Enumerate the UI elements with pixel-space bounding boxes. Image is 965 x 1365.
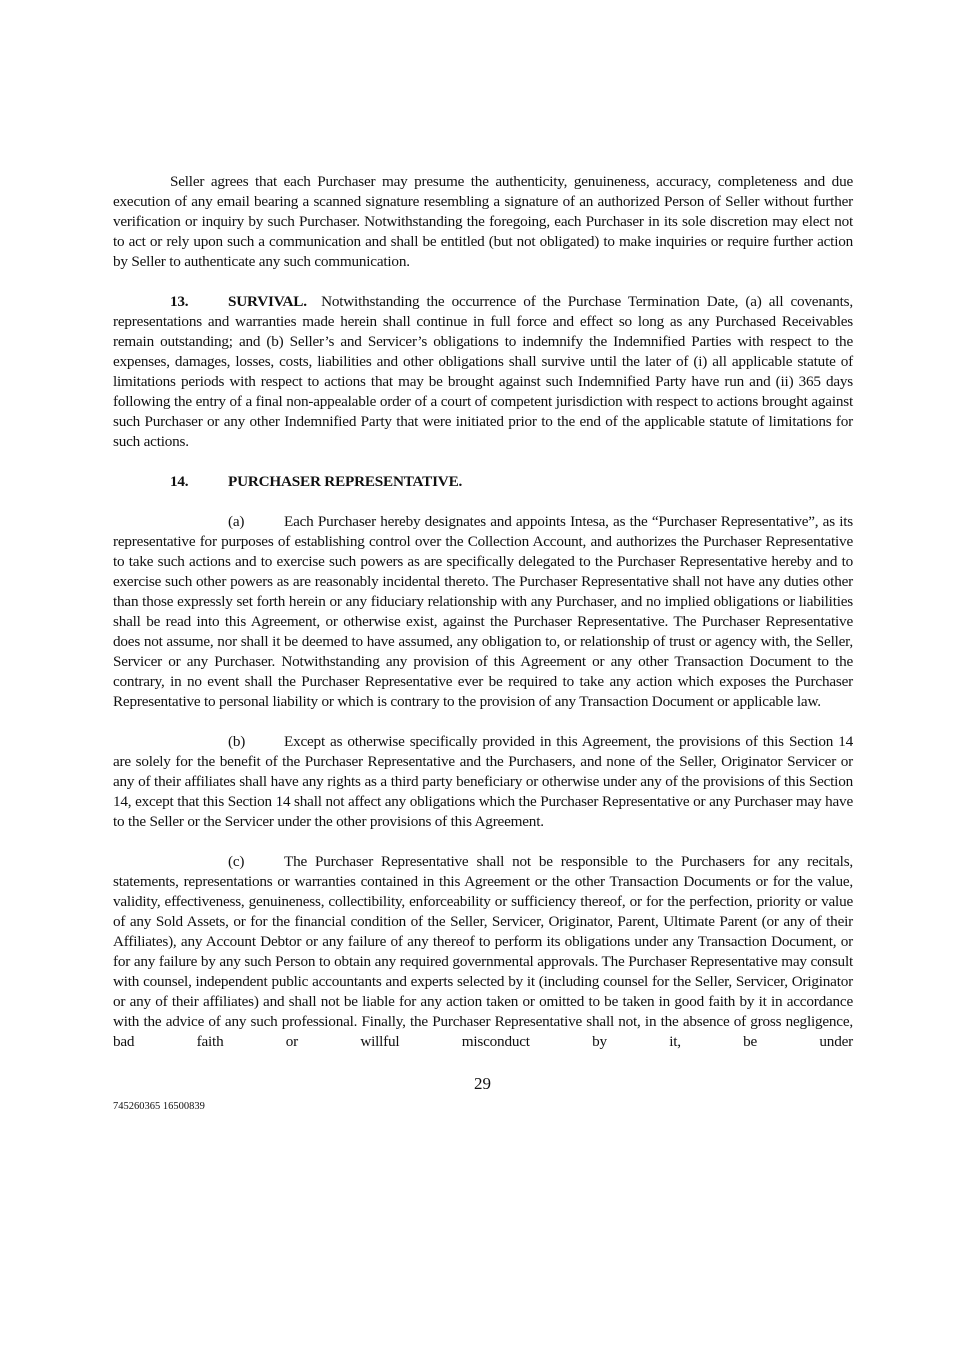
section-title: PURCHASER REPRESENTATIVE. (228, 473, 463, 490)
paragraph-text: Seller agrees that each Purchaser may presume the authenticity, genuineness, accuracy, completeness and due execution of any email bearing a scanned signature resembling a signature of an authorized Person of Seller without further verification or inquiry by such Purchaser. Notwithstanding the foregoing, each Purchaser in its sole discretion may elect not to act or rely upon such a communication and shall be entitled (but not obligated) to make inquiries or require further action by Seller to authenticate any such communication. (113, 173, 853, 270)
section-number: 14. (170, 473, 189, 490)
section-14c (113, 852, 853, 1052)
page-number: 29 (474, 1074, 491, 1093)
document-id-footer: 745260365 16500839 (113, 1101, 205, 1112)
section-14a (113, 512, 853, 712)
subsection-label: (b) (228, 733, 246, 750)
section-text: Notwithstanding the occurrence of the Purchase Termination Date, (a) all covenants, representations and warranties made herein shall continue in full force and effect so long as any Purchased Receivables remain outstanding; and (b) Seller’s and Servicer’s obligations to indemnify the Indemnified Parties with respect to the expenses, damages, losses, costs, liabilities and other obligations shall survive until the later of (i) all applicable statute of limitations periods with respect to actions that may be brought against such Indemnified Party have run and (ii) 365 days following the entry of a final non-appealable order of a court of competent jurisdiction with respect to actions brought against such Purchaser or any other Indemnified Party that were initiated prior to the end of the applicable statute of limitations for such actions. (113, 293, 853, 450)
section-number: 13. (170, 293, 189, 310)
subsection-label: (a) (228, 513, 245, 530)
subsection-label: (c) (228, 853, 245, 870)
section-14b (113, 732, 853, 832)
subsection-text: Except as otherwise specifically provided in this Agreement, the provisions of this Section 14 are solely for the benefit of the Purchaser Representative and the Purchasers, and none of the Seller, Originator Servicer or any of their affiliates shall have any rights as a third party beneficiary or otherwise under any of the provisions of this Section 14, except that this Section 14 shall not affect any obligations which the Purchaser Representative or any Purchaser may have to the Seller or the Servicer under the other provisions of this Agreement. (113, 733, 853, 830)
section-13-survival (113, 292, 853, 452)
section-title: SURVIVAL. (228, 293, 307, 310)
document-body (113, 0, 853, 1052)
paragraph-seller-authentication (113, 172, 853, 272)
subsection-text: Each Purchaser hereby designates and appoints Intesa, as the “Purchaser Representative”, as its representative for purposes of establishing control over the Collection Account, and authorizes the Purchaser Representative to take such actions and to exercise such powers as are specifically delegated to the Purchaser Representative hereby and to exercise such other powers as are reasonably incidental thereto. The Purchaser Representative shall not have any duties other than those expressly set forth herein or any fiduciary relationship with any Purchaser, and no implied obligations or liabilities shall be read into this Agreement, or otherwise exist, against the Purchaser Representative. The Purchaser Representative does not assume, nor shall it be deemed to have assumed, any obligation to, or relationship of trust or agency with, the Seller, Servicer or any Purchaser. Notwithstanding any provision of this Agreement or any other Transaction Document to the contrary, in no event shall the Purchaser Representative ever be required to take any action which exposes the Purchaser Representative to personal liability or which is contrary to the provision of any Transaction Document or applicable law. (113, 513, 853, 710)
subsection-text: The Purchaser Representative shall not be responsible to the Purchasers for any recitals, statements, representations or warranties contained in this Agreement or the other Transaction Documents or for the value, validity, effectiveness, genuineness, collectibility, enforceability or sufficiency thereof, or for the perfection, priority or value of any Sold Assets, or for the financial condition of the Seller, Servicer, Originator, Parent, Ultimate Parent (or any of their Affiliates), any Account Debtor or any failure of any thereof to perform its obligations under any Transaction Document, or for any failure by any such Person to obtain any required governmental approvals. The Purchaser Representative may consult with counsel, independent public accountants and experts selected by it (including counsel for the Seller, Servicer, Originator or any of their affiliates) and shall not be liable for any action taken or omitted to be taken in good faith by it in accordance with the advice of any such professional. Finally, the Purchaser Representative shall not, in the absence of gross negligence, bad faith or willful misconduct by it, be under (113, 853, 853, 1050)
section-14-heading (113, 472, 853, 492)
